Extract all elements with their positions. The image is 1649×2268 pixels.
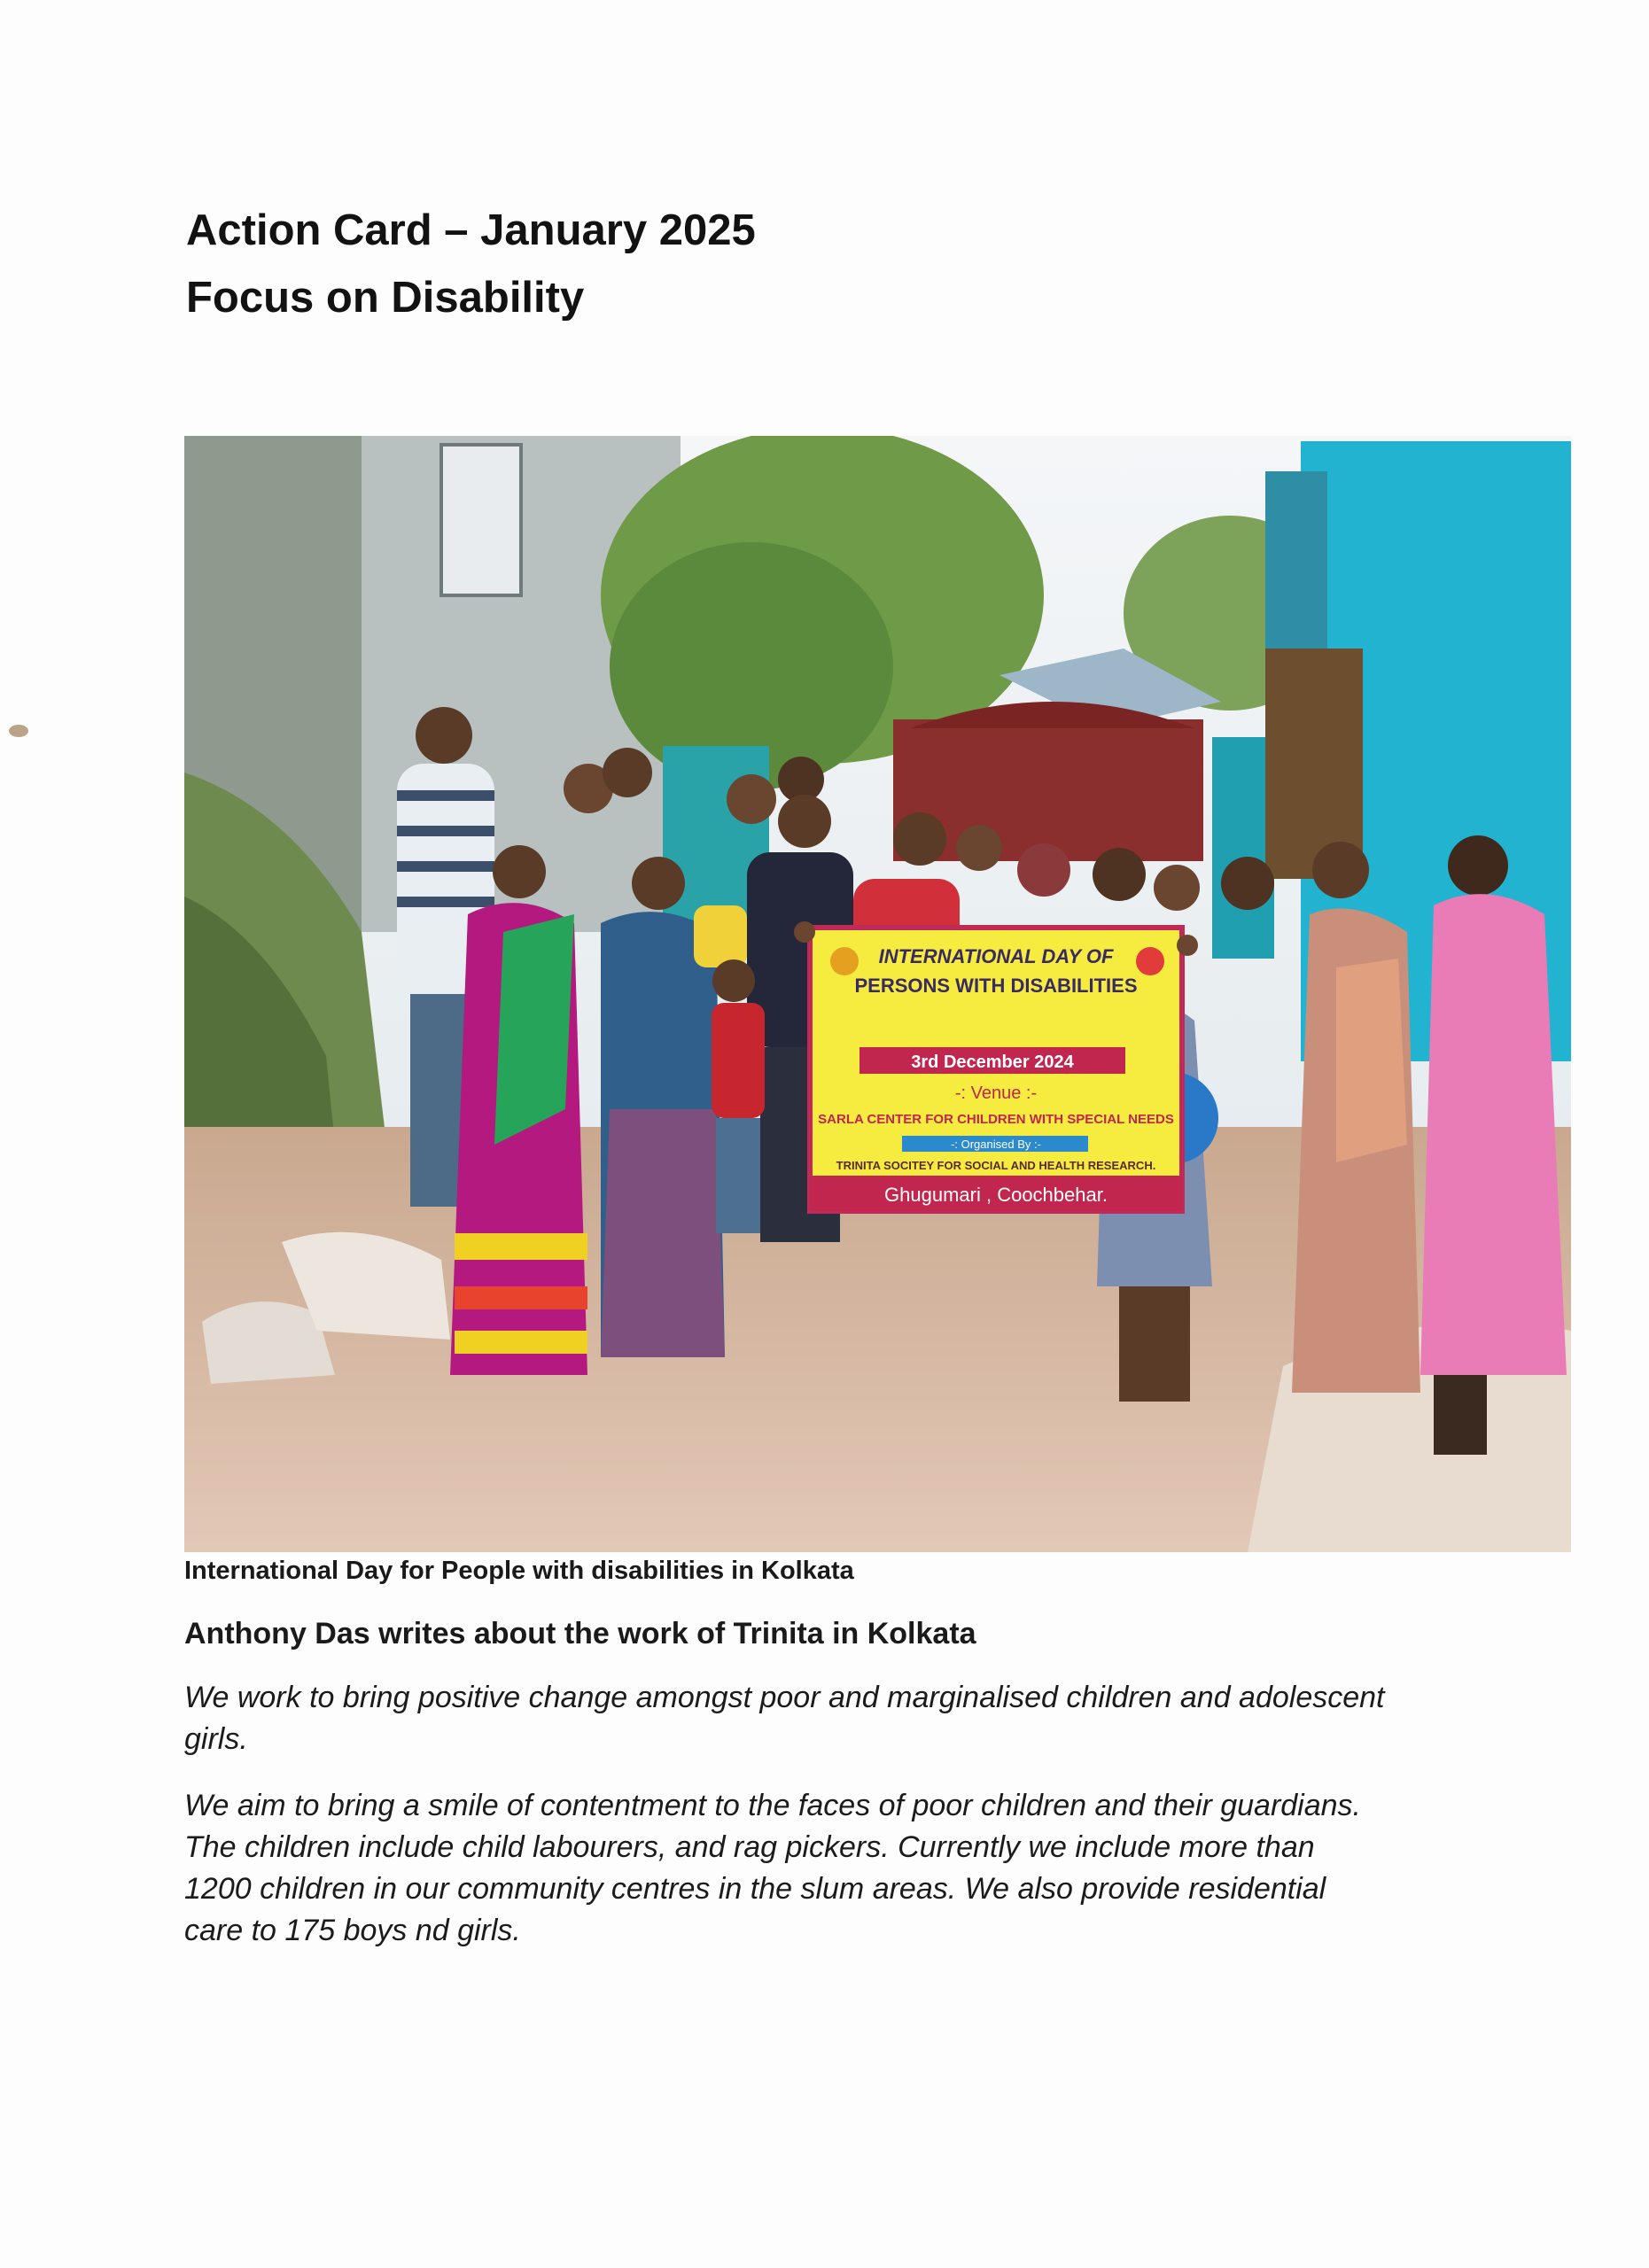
banner-location: Ghugumari , Coochbehar. [884,1184,1108,1206]
photo-caption: International Day for People with disabilities in Kolkata [184,1557,854,1585]
article-paragraph: We aim to bring a smile of contentment to the faces of poor children and their guardians. The children include child labourers, and rag pickers. Currently we include more than 1200 children in our community centres in the slum areas. We also provide residential care to 175 boys nd girls. [184,1789,1361,1947]
group-photo [184,436,1571,1552]
banner-organised-label: -: Organised By :- [951,1138,1041,1151]
title-line-2: Focus on Disability [186,274,585,322]
page-title [186,197,756,331]
banner-venue-label: -: Venue :- [954,1084,1038,1103]
article-paragraph: We work to bring positive change amongst poor and marginalised children and adolescent girls. [184,1681,1385,1756]
scan-speck [9,725,28,737]
banner-date: 3rd December 2024 [911,1052,1074,1072]
title-line-1: Action Card – January 2025 [186,206,756,254]
banner-organiser: TRINITA SOCITEY FOR SOCIAL AND HEALTH RESEARCH. [836,1159,1156,1172]
banner-line-1: INTERNATIONAL DAY OF [878,945,1114,967]
banner-venue: SARLA CENTER FOR CHILDREN WITH SPECIAL NEEDS [818,1112,1174,1127]
event-banner [810,928,1182,1211]
banner-line-2: PERSONS WITH DISABILITIES [854,975,1138,997]
article-heading: Anthony Das writes about the work of Trinita in Kolkata [184,1617,976,1651]
